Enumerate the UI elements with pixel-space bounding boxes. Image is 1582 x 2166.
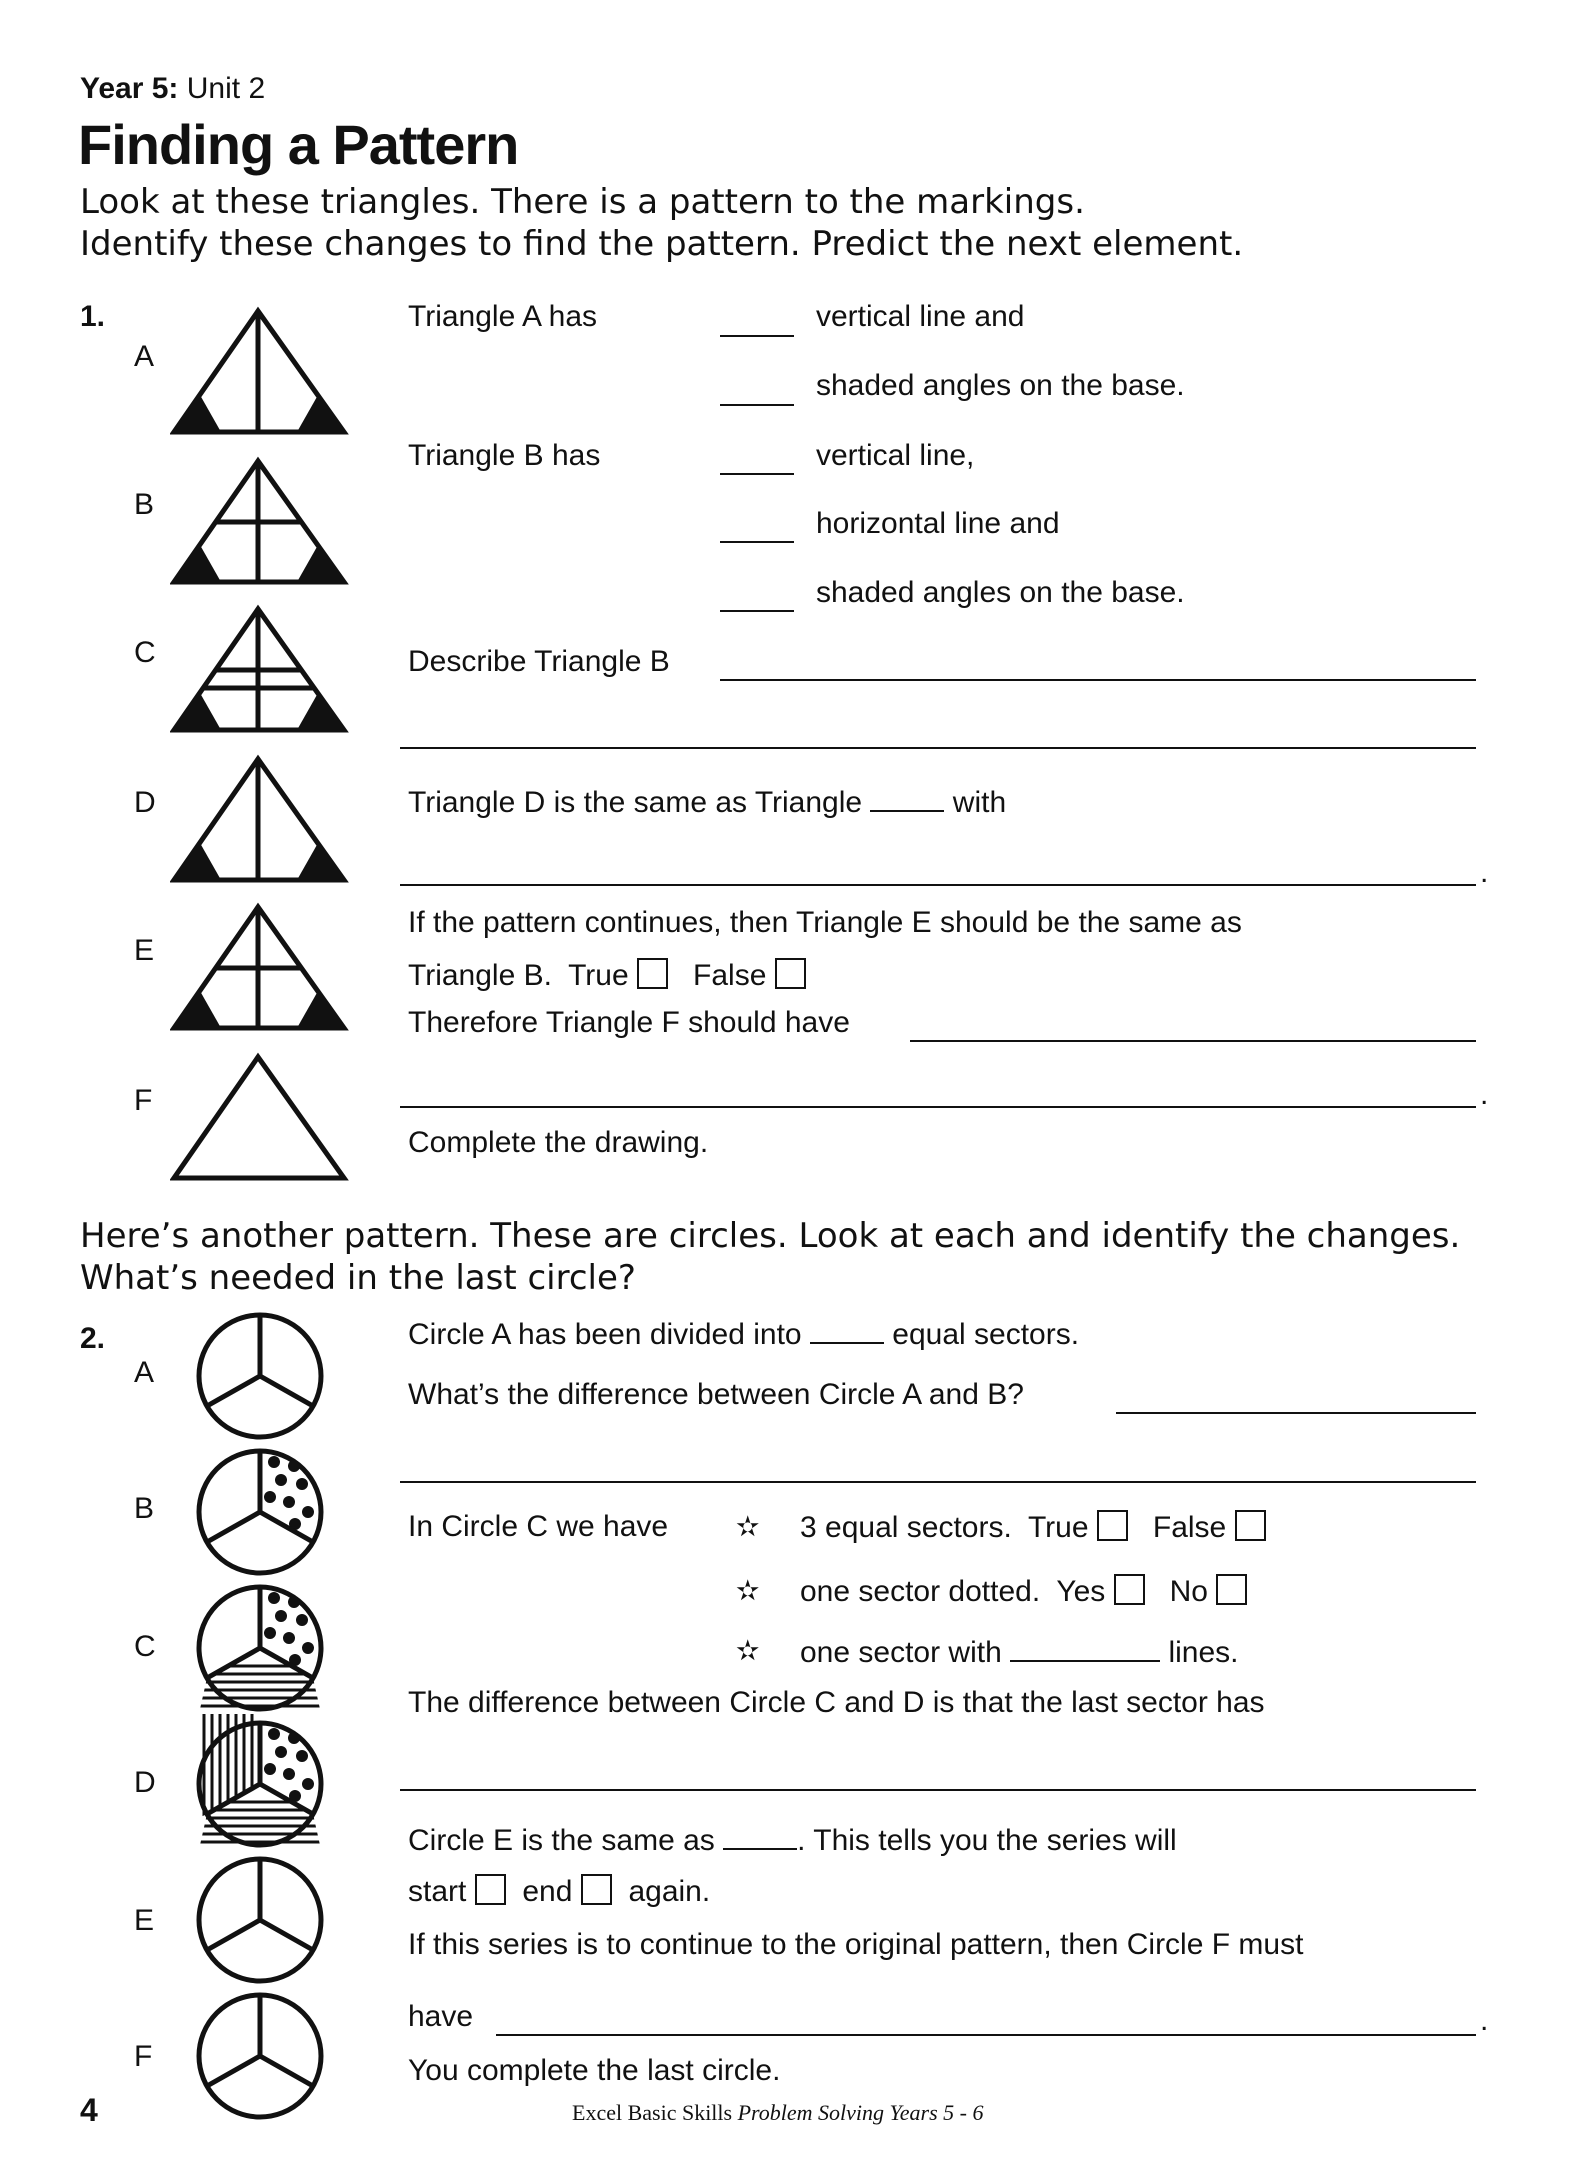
unit-label: Unit 2 bbox=[186, 72, 266, 105]
complete-drawing: Complete the drawing. bbox=[408, 1126, 709, 1159]
diff-ab-text: What’s the difference between Circle A and B? bbox=[408, 1378, 1024, 1411]
page-title: Finding a Pattern bbox=[78, 113, 519, 176]
no-checkbox[interactable] bbox=[1216, 1574, 1247, 1605]
answer-line-describe-b-2[interactable] bbox=[400, 747, 1476, 749]
triangle-label-f: F bbox=[134, 1084, 153, 1117]
circle-a-pre: Circle A has been divided into bbox=[408, 1318, 802, 1351]
triangle-label-a: A bbox=[134, 340, 155, 373]
unit-header bbox=[80, 72, 265, 106]
intro2-line-1: Here’s another pattern. These are circles. Look at each and identify the changes. bbox=[80, 1216, 1461, 1256]
answer-blank-circle-a[interactable] bbox=[810, 1316, 884, 1344]
intro-line-1: Look at these triangles. There is a pattern to the markings. bbox=[80, 182, 1085, 222]
start-checkbox[interactable] bbox=[475, 1874, 506, 1905]
start-label: start bbox=[408, 1875, 467, 1908]
false-label-2: False bbox=[1152, 1511, 1227, 1544]
continue-text: If this series is to continue to the original pattern, then Circle F must bbox=[408, 1928, 1304, 1961]
answer-line-triangle-f-2[interactable] bbox=[400, 1106, 1476, 1108]
answer-line-diff-cd[interactable] bbox=[400, 1789, 1476, 1791]
triangle-a-shaded: shaded angles on the base. bbox=[816, 369, 1185, 402]
circle-e-pre: Circle E is the same as bbox=[408, 1824, 715, 1857]
footer-text bbox=[572, 2100, 983, 2126]
triangle-b bbox=[170, 456, 350, 586]
answer-blank-d[interactable] bbox=[870, 784, 944, 812]
triangle-a bbox=[170, 306, 350, 436]
answer-line-describe-b[interactable] bbox=[720, 679, 1476, 681]
triangle-d-same-pre: Triangle D is the same as Triangle bbox=[408, 786, 863, 819]
answer-line-triangle-d[interactable] bbox=[400, 884, 1476, 886]
end-label: end bbox=[522, 1875, 573, 1908]
circle-c-sectors: 3 equal sectors. bbox=[800, 1511, 1012, 1544]
end-checkbox[interactable] bbox=[581, 1874, 612, 1905]
triangle-a-vertical: vertical line and bbox=[816, 300, 1025, 333]
answer-blank-b-vertical[interactable] bbox=[720, 473, 794, 475]
year-label: Year 5: bbox=[80, 72, 179, 105]
page-number: 4 bbox=[80, 2092, 98, 2128]
circle-label-f: F bbox=[134, 2040, 153, 2073]
answer-blank-a-shaded[interactable] bbox=[720, 404, 794, 406]
triangle-e-true-false bbox=[408, 958, 806, 993]
triangle-label-e: E bbox=[134, 934, 155, 967]
star-icon: ✫ bbox=[736, 1635, 760, 1666]
question-2-number: 2. bbox=[80, 1322, 106, 1355]
answer-blank-b-horizontal[interactable] bbox=[720, 541, 794, 543]
triangle-d bbox=[170, 754, 350, 884]
triangle-d-same-post: with bbox=[952, 786, 1007, 819]
footer-publisher: Excel Basic Skills bbox=[572, 2100, 733, 2125]
star-icon: ✫ bbox=[736, 1575, 760, 1606]
answer-line-triangle-f[interactable] bbox=[910, 1040, 1476, 1042]
circle-b bbox=[190, 1442, 330, 1582]
circle-c-item-3 bbox=[800, 1634, 1239, 1670]
circle-d bbox=[190, 1714, 330, 1854]
circle-e-text bbox=[408, 1822, 1177, 1858]
circle-c-dotted: one sector dotted. bbox=[800, 1575, 1041, 1608]
period-mark-3: . bbox=[1480, 2004, 1489, 2037]
circle-label-e: E bbox=[134, 1904, 155, 1937]
false-label: False bbox=[693, 959, 767, 992]
true-label: True bbox=[568, 959, 629, 992]
triangle-e-text2: Triangle B. bbox=[408, 959, 552, 992]
true-checkbox[interactable] bbox=[637, 958, 668, 989]
circle-label-b: B bbox=[134, 1492, 155, 1525]
triangle-b-has: Triangle B has bbox=[408, 439, 601, 472]
circle-a-sectors-text bbox=[408, 1316, 1079, 1352]
true-checkbox-2[interactable] bbox=[1097, 1510, 1128, 1541]
triangle-d-same-text bbox=[408, 784, 1006, 820]
answer-blank-circle-e[interactable] bbox=[723, 1822, 797, 1850]
circle-label-a: A bbox=[134, 1356, 155, 1389]
circle-a-post: equal sectors. bbox=[892, 1318, 1080, 1351]
describe-triangle-b: Describe Triangle B bbox=[408, 645, 670, 678]
triangle-f bbox=[170, 1052, 350, 1182]
period-mark: . bbox=[1480, 856, 1489, 889]
triangle-label-d: D bbox=[134, 786, 156, 819]
start-end-text bbox=[408, 1874, 710, 1909]
period-mark-2: . bbox=[1480, 1078, 1489, 1111]
circle-c-lines-post: lines. bbox=[1168, 1636, 1239, 1669]
circle-e bbox=[190, 1850, 330, 1990]
answer-line-circle-f[interactable] bbox=[496, 2034, 1476, 2036]
triangle-b-shaded: shaded angles on the base. bbox=[816, 576, 1185, 609]
triangle-label-c: C bbox=[134, 636, 156, 669]
answer-line-diff-ab[interactable] bbox=[1116, 1412, 1476, 1414]
false-checkbox[interactable] bbox=[775, 958, 806, 989]
triangle-a-has: Triangle A has bbox=[408, 300, 598, 333]
footer-book-title: Problem Solving Years 5 - 6 bbox=[737, 2100, 984, 2125]
circle-label-d: D bbox=[134, 1766, 156, 1799]
circle-c-item-2 bbox=[800, 1574, 1247, 1609]
circle-f bbox=[190, 1986, 330, 2126]
answer-blank-lines[interactable] bbox=[1010, 1634, 1160, 1662]
false-checkbox-2[interactable] bbox=[1235, 1510, 1266, 1541]
true-label-2: True bbox=[1027, 1511, 1089, 1544]
yes-checkbox[interactable] bbox=[1114, 1574, 1145, 1605]
have-label: have bbox=[408, 2000, 474, 2033]
question-1-number: 1. bbox=[80, 300, 106, 333]
intro2-line-2: What’s needed in the last circle? bbox=[80, 1258, 636, 1298]
triangle-e-text: If the pattern continues, then Triangle E should be the same as bbox=[408, 906, 1242, 939]
circle-a bbox=[190, 1306, 330, 1446]
triangle-e bbox=[170, 902, 350, 1032]
answer-line-diff-ab-2[interactable] bbox=[400, 1481, 1476, 1483]
intro-line-2: Identify these changes to find the pattern. Predict the next element. bbox=[80, 224, 1244, 264]
complete-last-circle: You complete the last circle. bbox=[408, 2054, 781, 2087]
diff-cd-text: The difference between Circle C and D is that the last sector has bbox=[408, 1686, 1265, 1719]
triangle-c bbox=[170, 604, 350, 734]
circle-c bbox=[190, 1578, 330, 1718]
star-icon: ✫ bbox=[736, 1511, 760, 1542]
circle-e-post: . This tells you the series will bbox=[797, 1824, 1177, 1857]
triangle-label-b: B bbox=[134, 488, 155, 521]
circle-label-c: C bbox=[134, 1630, 156, 1663]
no-label: No bbox=[1169, 1575, 1208, 1608]
circle-c-have: In Circle C we have bbox=[408, 1510, 669, 1543]
again-label: again. bbox=[628, 1875, 711, 1908]
yes-label: Yes bbox=[1056, 1575, 1106, 1608]
circle-c-lines-pre: one sector with bbox=[800, 1636, 1002, 1669]
triangle-b-vertical: vertical line, bbox=[816, 439, 975, 472]
answer-blank-b-shaded[interactable] bbox=[720, 610, 794, 612]
answer-blank-a-vertical[interactable] bbox=[720, 335, 794, 337]
circle-c-item-1 bbox=[800, 1510, 1266, 1545]
triangle-f-text: Therefore Triangle F should have bbox=[408, 1006, 850, 1039]
triangle-b-horizontal: horizontal line and bbox=[816, 507, 1060, 540]
